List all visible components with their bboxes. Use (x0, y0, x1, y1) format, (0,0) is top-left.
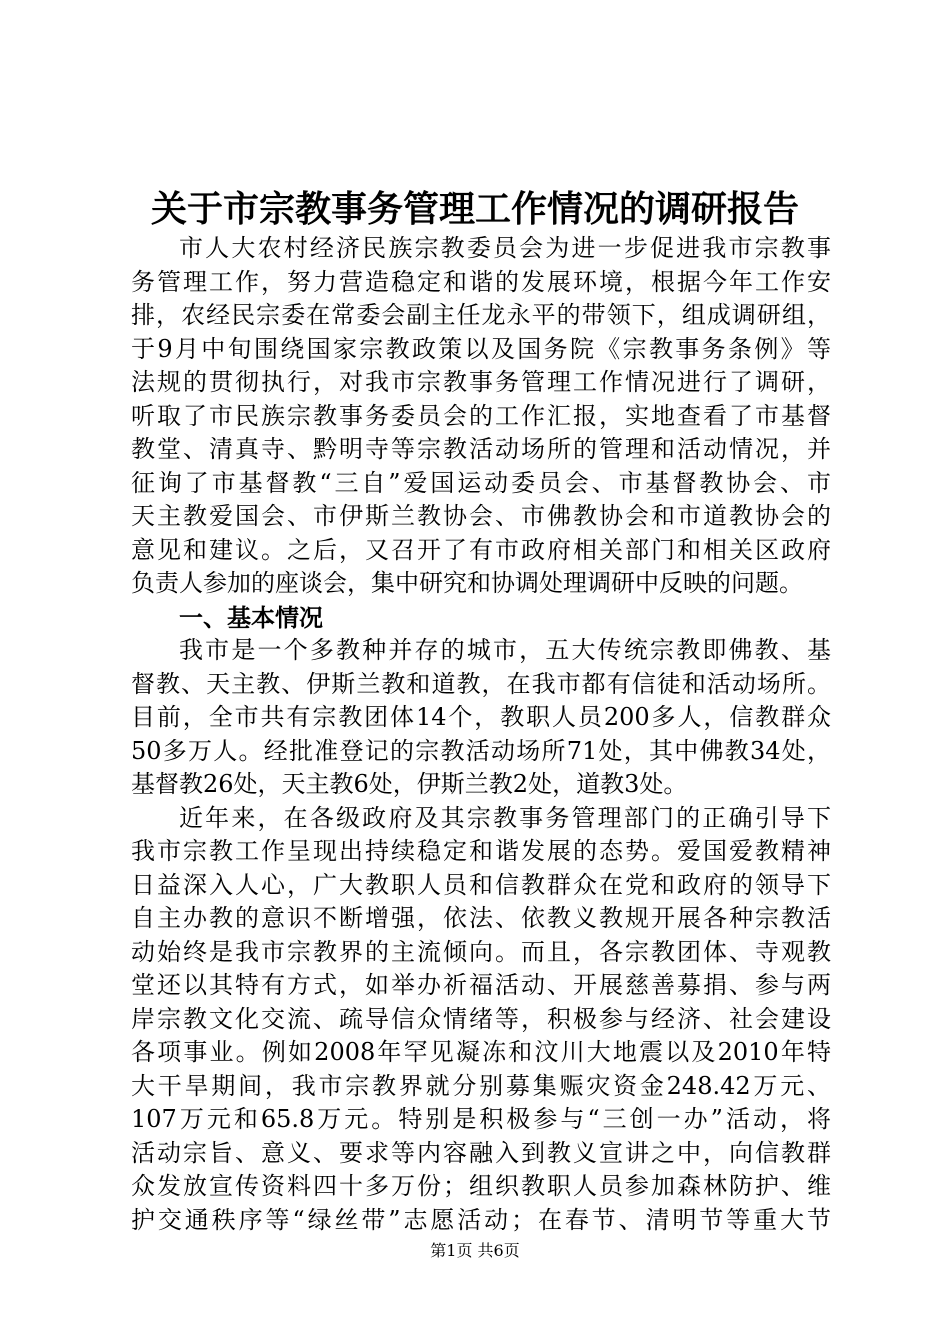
text-line: 我市是一个多教种并存的城市，五大传统宗教即佛教、基 (179, 636, 831, 664)
text-line: 堂还以其特有方式，如举办祈福活动、开展慈善募捐、参与两 (131, 971, 831, 999)
document-title: 关于市宗教事务管理工作情况的调研报告 (150, 188, 799, 230)
document-body (131, 232, 831, 1237)
section-heading: 一、基本情况 (179, 602, 323, 632)
text-line: 自主办教的意识不断增强，依法、依教义教规开展各种宗教活 (131, 904, 831, 932)
text-line: 目前，全市共有宗教团体14个，教职人员200多人，信教群众 (131, 703, 831, 731)
text-line: 基督教26处，天主教6处，伊斯兰教2处，道教3处。 (131, 770, 688, 798)
text-line: 岸宗教文化交流、疏导信众情绪等，积极参与经济、社会建设 (131, 1004, 831, 1033)
text-line: 排，农经民宗委在常委会副主任龙永平的带领下，组成调研组， (131, 301, 831, 329)
page-footer: 第1页 共6页 (430, 1241, 520, 1260)
text-line: 务管理工作，努力营造稳定和谐的发展环境，根据今年工作安 (131, 267, 831, 296)
text-line: 护交通秩序等“绿丝带”志愿活动；在春节、清明节等重大节 (131, 1205, 831, 1234)
text-line: 天主教爱国会、市伊斯兰教协会、市佛教协会和市道教协会的 (131, 502, 831, 530)
text-line: 众发放宣传资料四十多万份；组织教职人员参加森林防护、维 (131, 1172, 831, 1200)
text-line: 动始终是我市宗教界的主流倾向。而且，各宗教团体、寺观教 (131, 937, 831, 966)
text-line: 教堂、清真寺、黔明寺等宗教活动场所的管理和活动情况，并 (131, 435, 831, 463)
text-line: 于9月中旬围绕国家宗教政策以及国务院《宗教事务条例》等 (131, 334, 831, 363)
text-line: 负责人参加的座谈会，集中研究和协调处理调研中反映的问题。 (131, 569, 803, 597)
text-line: 近年来，在各级政府及其宗教事务管理部门的正确引导下 (179, 803, 831, 832)
text-line: 市人大农村经济民族宗教委员会为进一步促进我市宗教事 (179, 234, 831, 262)
text-line: 107万元和65.8万元。特别是积极参与“三创一办”活动，将 (131, 1105, 831, 1133)
text-line: 法规的贯彻执行，对我市宗教事务管理工作情况进行了调研， (131, 368, 831, 396)
text-line: 各项事业。例如2008年罕见凝冻和汶川大地震以及2010年特 (131, 1038, 831, 1066)
text-line: 征询了市基督教“三自”爱国运动委员会、市基督教协会、市 (131, 468, 831, 497)
text-line: 活动宗旨、意义、要求等内容融入到教义宣讲之中，向信教群 (131, 1138, 831, 1167)
text-line: 我市宗教工作呈现出持续稳定和谐发展的态势。爱国爱教精神 (131, 837, 831, 865)
text-line: 意见和建议。之后，又召开了有市政府相关部门和相关区政府 (131, 535, 831, 564)
text-line: 督教、天主教、伊斯兰教和道教，在我市都有信徒和活动场所。 (131, 669, 831, 698)
text-line: 日益深入人心，广大教职人员和信教群众在党和政府的领导下 (131, 870, 831, 899)
text-line: 大干旱期间，我市宗教界就分别募集赈灾资金248.42万元、 (131, 1071, 831, 1100)
text-line: 50多万人。经批准登记的宗教活动场所71处，其中佛教34处， (131, 736, 831, 765)
text-line: 听取了市民族宗教事务委员会的工作汇报，实地查看了市基督 (131, 401, 831, 430)
